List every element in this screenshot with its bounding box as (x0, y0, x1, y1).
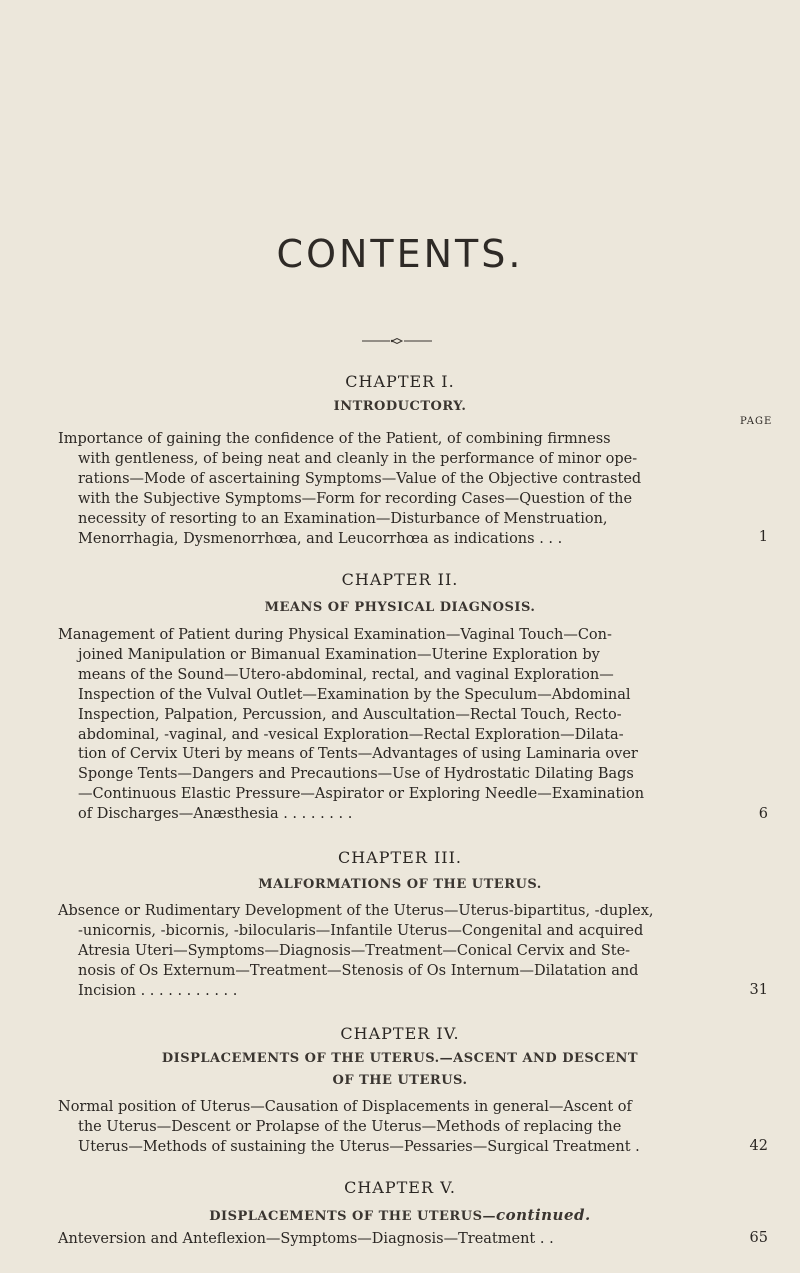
chapter-4-subtitle-line: OF THE UTERUS. (332, 1073, 468, 1088)
chapter-2-summary (58, 626, 698, 825)
summary-line: Importance of gaining the confidence of the Patient, of combining firmness (58, 431, 611, 447)
summary-line: —Continuous Elastic Pressure—Aspirator or Exploring Needle—Examination (78, 786, 645, 803)
summary-line: Incision . . . . . . . . . . . (78, 982, 238, 999)
summary-line: rations—Mode of ascertaining Symptoms—Value of the Objective contrasted (78, 470, 642, 487)
chapter-2-heading: CHAPTER II. (341, 570, 459, 589)
summary-line: Inspection of the Vulval Outlet—Examination by the Speculum—Abdominal (78, 686, 631, 703)
chapter-5-page-number: 65 (749, 1230, 768, 1246)
chapter-3-page-number: 31 (749, 982, 768, 998)
summary-line: nosis of Os Externum—Treatment—Stenosis of Os Internum—Dilatation and (78, 962, 639, 979)
chapter-4-heading: CHAPTER IV. (340, 1024, 460, 1043)
chapter-4-page-number: 42 (749, 1138, 768, 1154)
chapter-3-subtitle: MALFORMATIONS OF THE UTERUS. (258, 877, 542, 892)
ornament-divider-icon (362, 338, 432, 344)
summary-line: -unicornis, -bicornis, -bilocularis—Infantile Uterus—Congenital and acquired (78, 922, 644, 939)
summary-line: Management of Patient during Physical Examination—Vaginal Touch—Con- (58, 627, 612, 643)
chapter-4-subtitle-line: DISPLACEMENTS OF THE UTERUS.—ASCENT AND DESCENT (161, 1051, 639, 1066)
chapter-2-subtitle: MEANS OF PHYSICAL DIAGNOSIS. (264, 600, 536, 615)
summary-line: necessity of resorting to an Examination—Disturbance of Menstruation, (78, 510, 608, 527)
summary-line: Menorrhagia, Dysmenorrhœa, and Leucorrhœa as indications . . . (78, 530, 563, 547)
page-column-label: PAGE (740, 416, 773, 427)
chapter-3-heading: CHAPTER III. (337, 848, 463, 867)
summary-line: with the Subjective Symptoms—Form for recording Cases—Question of the (78, 490, 633, 507)
summary-line: the Uterus—Descent or Prolapse of the Uterus—Methods of replacing the (78, 1118, 622, 1135)
chapter-5-heading: CHAPTER V. (344, 1178, 456, 1197)
chapter-4-summary (58, 1098, 698, 1158)
summary-line: Anteversion and Anteflexion—Symptoms—Diagnosis—Treatment . . (58, 1231, 554, 1247)
contents-title: CONTENTS. (276, 232, 524, 276)
chapter-5-subtitle-continued: continued. (495, 1206, 591, 1224)
summary-line: tion of Cervix Uteri by means of Tents—Advantages of using Laminaria over (78, 746, 638, 763)
summary-line: Sponge Tents—Dangers and Precautions—Use of Hydrostatic Dilating Bags (78, 766, 634, 783)
summary-line: abdominal, -vaginal, and -vesical Exploration—Rectal Exploration—Dilata- (78, 726, 624, 743)
chapter-1-page-number: 1 (758, 529, 768, 545)
summary-line: Inspection, Palpation, Percussion, and Auscultation—Rectal Touch, Recto- (78, 706, 622, 723)
chapter-4-subtitle (90, 1048, 710, 1092)
summary-line: Uterus—Methods of sustaining the Uterus—Pessaries—Surgical Treatment . (78, 1138, 640, 1155)
chapter-5-subtitle-main: DISPLACEMENTS OF THE UTERUS— (209, 1209, 496, 1224)
summary-line: Atresia Uteri—Symptoms—Diagnosis—Treatment—Conical Cervix and Ste- (78, 942, 631, 959)
chapter-5-subtitle (90, 1204, 710, 1228)
summary-line: with gentleness, of being neat and cleanly in the performance of minor ope- (78, 450, 638, 467)
chapter-5-summary (58, 1230, 698, 1250)
chapter-1-heading: CHAPTER I. (345, 372, 455, 391)
chapter-3-summary (58, 902, 698, 1002)
summary-line: Normal position of Uterus—Causation of Displacements in general—Ascent of (58, 1099, 632, 1115)
chapter-2-page-number: 6 (758, 806, 768, 822)
summary-line: means of the Sound—Utero-abdominal, rectal, and vaginal Exploration— (78, 666, 614, 683)
summary-line: of Discharges—Anæsthesia . . . . . . . . (78, 806, 353, 823)
summary-line: joined Manipulation or Bimanual Examination—Uterine Exploration by (78, 646, 600, 663)
chapter-1-subtitle: INTRODUCTORY. (333, 399, 467, 414)
chapter-1-summary (58, 430, 698, 549)
summary-line: Absence or Rudimentary Development of the Uterus—Uterus-bipartitus, -duplex, (58, 903, 654, 919)
